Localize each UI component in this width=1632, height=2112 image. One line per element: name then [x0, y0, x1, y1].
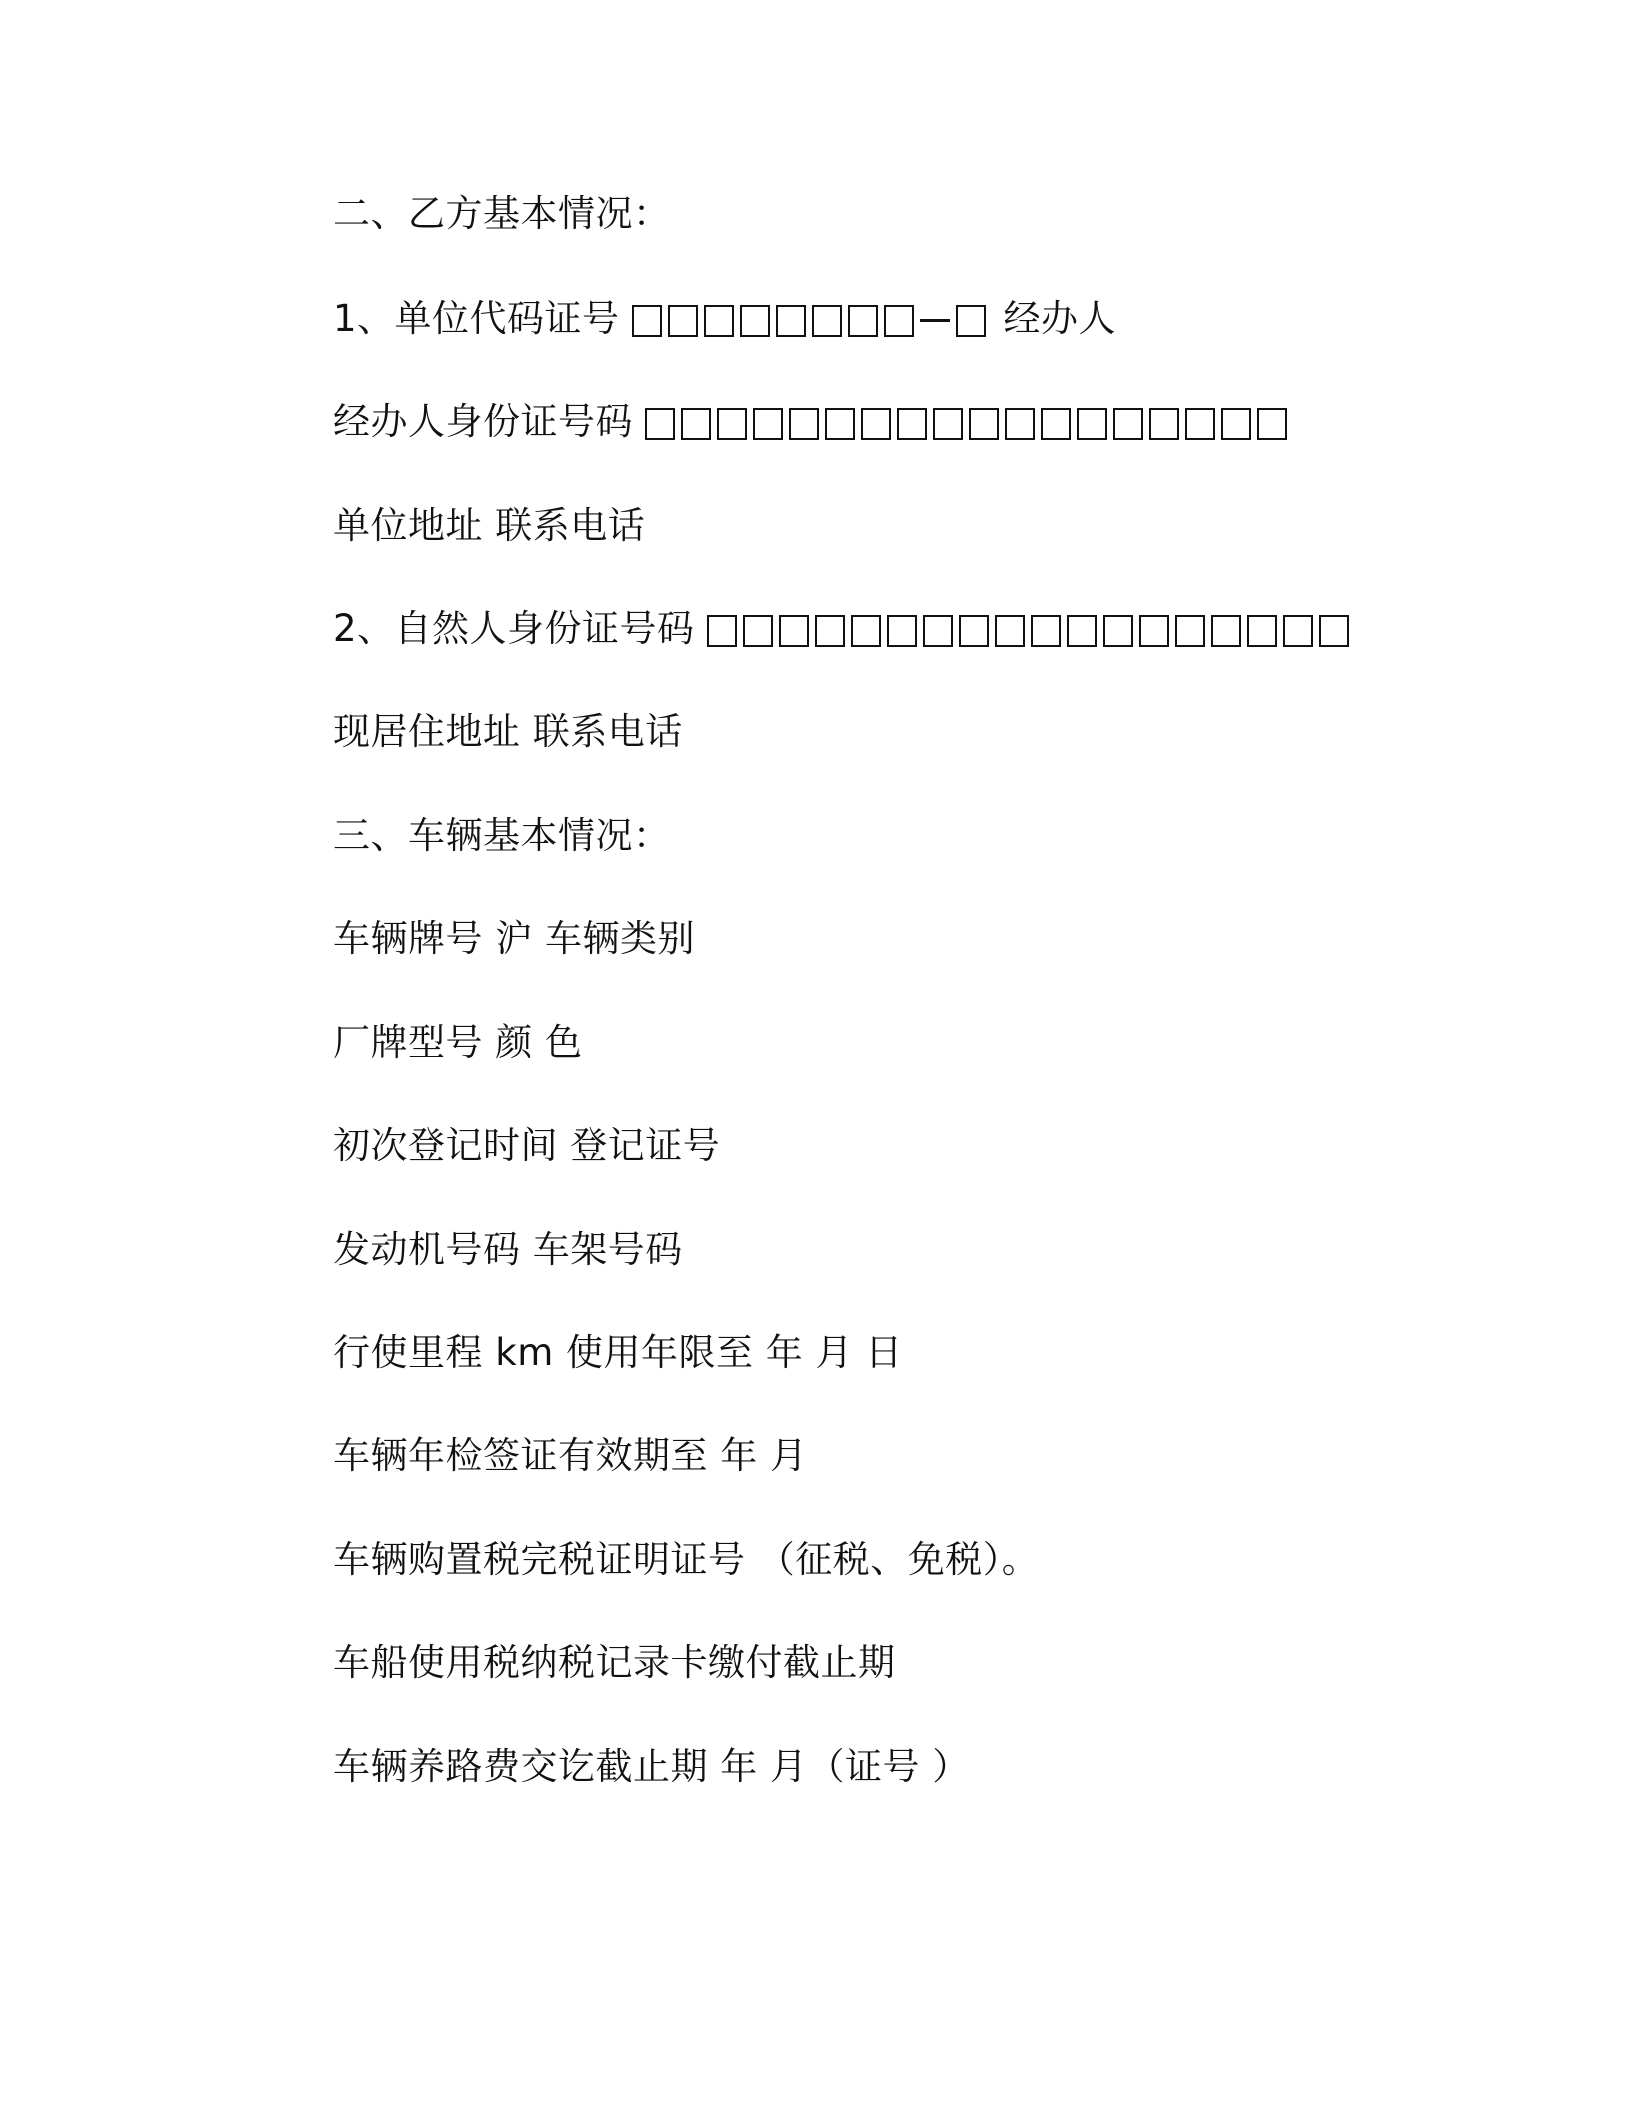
agent-label: 经办人 [1003, 297, 1117, 340]
input-box[interactable] [1149, 408, 1179, 440]
input-box[interactable] [861, 408, 891, 440]
input-box[interactable] [707, 615, 737, 647]
vessel-tax-line: 车船使用税纳税记录卡缴付截止期 [333, 1641, 896, 1684]
input-box[interactable] [969, 408, 999, 440]
agent-id-boxes[interactable] [645, 408, 1293, 440]
person-id-line [333, 603, 1367, 655]
input-box[interactable] [789, 408, 819, 440]
input-box[interactable] [1077, 408, 1107, 440]
input-box[interactable] [1175, 615, 1205, 647]
input-box[interactable] [645, 408, 675, 440]
input-box[interactable] [887, 615, 917, 647]
input-box[interactable] [1005, 408, 1035, 440]
input-box[interactable] [668, 305, 698, 337]
input-box[interactable] [1041, 408, 1071, 440]
agent-id-line [333, 396, 1305, 448]
purchase-tax-line: 车辆购置税完税证明证号 （征税、免税）。 [333, 1538, 1040, 1581]
section-heading-vehicle: 三、车辆基本情况： [333, 814, 671, 857]
input-box[interactable] [1257, 408, 1287, 440]
input-box[interactable] [1283, 615, 1313, 647]
input-box[interactable] [1103, 615, 1133, 647]
input-box[interactable] [851, 615, 881, 647]
brand-line: 厂牌型号 颜 色 [333, 1021, 583, 1064]
input-box[interactable] [959, 615, 989, 647]
input-box[interactable] [1139, 615, 1169, 647]
org-code-boxes[interactable] [632, 305, 992, 337]
input-box[interactable] [1185, 408, 1215, 440]
input-box[interactable] [753, 408, 783, 440]
input-box[interactable] [1211, 615, 1241, 647]
agent-id-label: 经办人身份证号码 [333, 400, 633, 443]
dash-separator [920, 319, 950, 322]
input-box[interactable] [933, 408, 963, 440]
input-box[interactable] [1221, 408, 1251, 440]
person-id-label: 2、自然人身份证号码 [333, 607, 695, 650]
org-code-label: 1、单位代码证号 [333, 297, 620, 340]
input-box[interactable] [681, 408, 711, 440]
input-box[interactable] [704, 305, 734, 337]
input-box[interactable] [1319, 615, 1349, 647]
inspection-line: 车辆年检签证有效期至 年 月 [333, 1434, 808, 1477]
input-box[interactable] [743, 615, 773, 647]
input-box[interactable] [825, 408, 855, 440]
input-box[interactable] [897, 408, 927, 440]
input-box[interactable] [812, 305, 842, 337]
input-box[interactable] [1067, 615, 1097, 647]
residence-line: 现居住地址 联系电话 [333, 710, 683, 753]
input-box[interactable] [632, 305, 662, 337]
input-box[interactable] [956, 305, 986, 337]
input-box[interactable] [848, 305, 878, 337]
org-address-line: 单位地址 联系电话 [333, 504, 646, 547]
input-box[interactable] [779, 615, 809, 647]
input-box[interactable] [717, 408, 747, 440]
input-box[interactable] [815, 615, 845, 647]
section-heading-party-b: 二、乙方基本情况： [333, 192, 671, 235]
input-box[interactable] [884, 305, 914, 337]
input-box[interactable] [995, 615, 1025, 647]
input-box[interactable] [1113, 408, 1143, 440]
input-box[interactable] [776, 305, 806, 337]
road-fee-line: 车辆养路费交讫截止期 年 月（证号 ） [333, 1745, 970, 1788]
person-id-boxes[interactable] [707, 615, 1355, 647]
org-code-line [333, 293, 1116, 345]
input-box[interactable] [1031, 615, 1061, 647]
input-box[interactable] [740, 305, 770, 337]
engine-line: 发动机号码 车架号码 [333, 1228, 683, 1271]
registration-line: 初次登记时间 登记证号 [333, 1124, 721, 1167]
input-box[interactable] [1247, 615, 1277, 647]
mileage-line: 行使里程 km 使用年限至 年 月 日 [333, 1331, 903, 1374]
input-box[interactable] [923, 615, 953, 647]
plate-line: 车辆牌号 沪 车辆类别 [333, 917, 696, 960]
